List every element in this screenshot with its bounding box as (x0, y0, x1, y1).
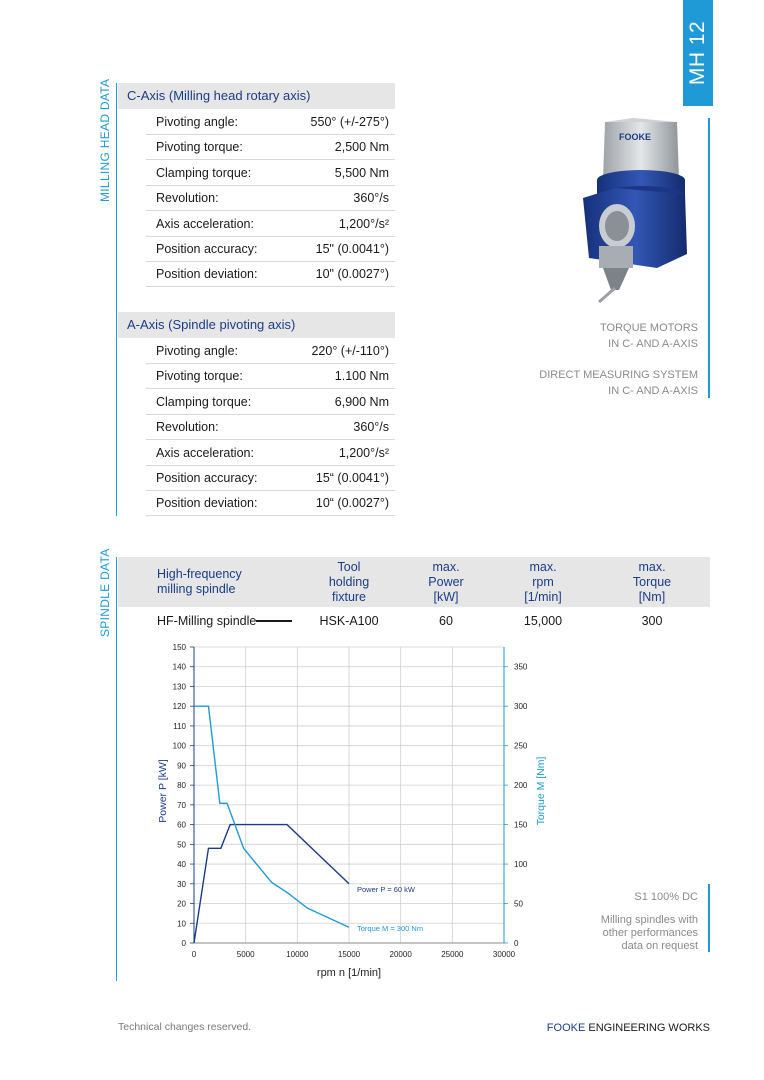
a-axis-row-value: 1,200°/s² (338, 445, 389, 460)
x-tick-label: 20000 (389, 950, 412, 959)
a-axis-row (146, 491, 395, 516)
a-axis-row (146, 390, 395, 415)
x-tick-label: 5000 (236, 950, 255, 959)
a-axis-row (146, 415, 395, 440)
c-axis-row-label: Clamping torque: (156, 165, 252, 180)
header-fixture-line1: Tool (337, 560, 361, 574)
a-axis-row-label: Pivoting angle: (156, 344, 239, 358)
a-axis-row-value: 6,900 Nm (334, 394, 389, 409)
spindle-section-rule (116, 557, 117, 981)
spindle-name: HF-Milling spindle (157, 614, 257, 628)
y-left-tick-label: 150 (172, 643, 186, 652)
x-axis-label: rpm n [1/min] (316, 967, 382, 979)
header-spindle-line1: High-frequency (157, 567, 242, 581)
y-left-axis-label: Power P [kW] (157, 759, 169, 823)
s1-note: S1 100% DC (634, 891, 698, 903)
note-line3: data on request (621, 940, 698, 952)
header-power-line1: max. (432, 560, 460, 574)
c-axis-row-label: Revolution: (156, 191, 219, 206)
a-axis-row-value: 220° (+/-110°) (311, 344, 389, 358)
a-axis-row-value: 15“ (0.0041°) (315, 471, 389, 485)
c-axis-row-value: 10" (0.0027°) (315, 267, 389, 282)
y-left-tick-label: 70 (177, 800, 186, 810)
c-axis-row (146, 135, 395, 160)
caption-measure-line1: DIRECT MEASURING SYSTEM (539, 369, 698, 381)
a-axis-row (146, 339, 395, 364)
c-axis-heading: C-Axis (Milling head rotary axis) (118, 83, 395, 109)
header-rpm-line1: max. (529, 560, 557, 574)
y-left-tick-label: 90 (177, 761, 186, 771)
header-spindle-type (157, 567, 242, 597)
note-line1: Milling spindles with (600, 914, 698, 926)
torque-curve-label: Torque M = 300 Nm (357, 924, 424, 934)
y-left-tick-label: 100 (172, 741, 186, 751)
a-axis-heading: A-Axis (Spindle pivoting axis) (118, 312, 395, 338)
header-rpm (493, 560, 593, 605)
c-axis-row-value: 360°/s (353, 191, 389, 206)
legend-line-sample (256, 620, 292, 622)
y-left-tick-label: 0 (181, 939, 186, 948)
y-left-tick-label: 130 (172, 682, 186, 692)
footer-brand (547, 1022, 710, 1034)
a-axis-row (146, 441, 395, 466)
c-axis-row (146, 212, 395, 237)
a-axis-row-label: Revolution: (156, 420, 219, 435)
c-axis-row-label: Axis acceleration: (156, 216, 254, 231)
header-torque-line2: Torque (632, 575, 672, 589)
footer-disclaimer: Technical changes reserved. (118, 1021, 252, 1033)
y-left-tick-label: 110 (173, 721, 186, 731)
caption-torque-line1: TORQUE MOTORS (600, 322, 698, 334)
note-line2: other performances (602, 927, 698, 939)
power-torque-chart (150, 636, 570, 982)
c-axis-row-value: 15" (0.0041°) (315, 242, 389, 256)
spindle-section-label: SPINDLE DATA (98, 548, 112, 637)
a-axis-row-label: Axis acceleration: (156, 445, 254, 460)
header-spindle-line2: milling spindle (157, 582, 236, 596)
x-tick-label: 30000 (492, 950, 516, 959)
spindle-torque: 300 (641, 614, 663, 628)
c-axis-row-value: 2,500 Nm (334, 140, 389, 155)
y-right-tick-label: 100 (514, 860, 528, 870)
header-rpm-line2: rpm (532, 575, 554, 589)
y-right-tick-label: 250 (514, 741, 528, 751)
spindle-power: 60 (439, 614, 453, 628)
footer-brand-name: FOOKE (546, 1022, 586, 1034)
y-left-tick-label: 120 (172, 702, 186, 712)
c-axis-row-value: 5,500 Nm (334, 165, 389, 180)
side-divider (708, 118, 710, 398)
a-axis-row-label: Position deviation: (156, 496, 258, 511)
a-axis-row-value: 10“ (0.0027°) (315, 496, 389, 511)
header-power-line3: [kW] (433, 590, 459, 604)
header-torque (602, 560, 702, 605)
a-axis-row (146, 466, 395, 491)
x-tick-label: 0 (191, 950, 197, 959)
y-left-tick-label: 30 (177, 879, 186, 889)
header-torque-line1: max. (638, 560, 666, 574)
y-right-tick-label: 50 (514, 899, 523, 909)
x-tick-label: 10000 (286, 950, 309, 959)
y-left-tick-label: 140 (172, 662, 186, 672)
y-left-tick-label: 60 (177, 820, 186, 830)
y-right-tick-label: 150 (514, 820, 528, 830)
a-axis-row (146, 364, 395, 389)
c-axis-row (146, 161, 395, 186)
y-right-axis-label: Torque M [Nm] (535, 756, 547, 826)
header-fixture-line3: fixture (331, 590, 367, 604)
footer-brand-suffix: ENGINEERING WORKS (585, 1022, 710, 1034)
page-number-label: MH 12 (686, 20, 709, 86)
c-axis-row-label: Position deviation: (156, 267, 258, 282)
a-axis-row-label: Position accuracy: (156, 471, 258, 485)
c-axis-row (146, 186, 395, 211)
power-curve-label: Power P = 60 kW (357, 884, 416, 894)
caption-torque-line2: IN C- AND A-AXIS (608, 338, 698, 350)
y-right-tick-label: 300 (514, 702, 528, 712)
header-rpm-line3: [1/min] (524, 590, 562, 604)
a-axis-row-value: 360°/s (353, 420, 389, 435)
side-divider-lower (708, 884, 710, 952)
y-left-tick-label: 50 (177, 840, 186, 850)
y-right-tick-label: 200 (514, 781, 528, 791)
header-torque-line3: [Nm] (638, 590, 666, 604)
c-axis-row-label: Pivoting torque: (156, 140, 243, 155)
image-logo-text: FOOKE (619, 132, 652, 142)
spindle-rpm: 15,000 (523, 614, 563, 628)
c-axis-row-value: 550° (+/-275°) (310, 115, 389, 129)
y-right-tick-label: 0 (514, 939, 519, 948)
header-fixture (299, 560, 399, 605)
header-fixture-line2: holding (328, 575, 370, 589)
y-left-tick-label: 10 (177, 919, 186, 929)
y-left-tick-label: 80 (177, 781, 186, 791)
y-left-tick-label: 40 (177, 860, 186, 870)
c-axis-row (146, 262, 395, 287)
caption-measure-line2: IN C- AND A-AXIS (608, 385, 698, 397)
a-axis-row-value: 1.100 Nm (334, 369, 389, 384)
a-axis-row-label: Clamping torque: (156, 394, 252, 409)
torque-curve (194, 706, 349, 927)
a-axis-row-label: Pivoting torque: (156, 369, 243, 384)
milling-head-section-label: MILLING HEAD DATA (98, 78, 112, 202)
x-tick-label: 25000 (441, 950, 464, 959)
c-axis-row (146, 110, 395, 135)
page-number-tab (683, 0, 713, 106)
header-power (396, 560, 496, 605)
header-power-line2: Power (428, 575, 464, 589)
c-axis-row-label: Position accuracy: (156, 242, 258, 256)
c-axis-row-label: Pivoting angle: (156, 115, 239, 129)
milling-head-image (575, 118, 707, 304)
section-rule (116, 83, 117, 516)
c-axis-row (146, 237, 395, 262)
y-right-tick-label: 350 (514, 662, 528, 672)
spindle-fixture: HSK-A100 (319, 614, 379, 628)
x-tick-label: 15000 (337, 950, 361, 959)
y-left-tick-label: 20 (177, 899, 186, 909)
c-axis-row-value: 1,200°/s² (338, 216, 389, 231)
